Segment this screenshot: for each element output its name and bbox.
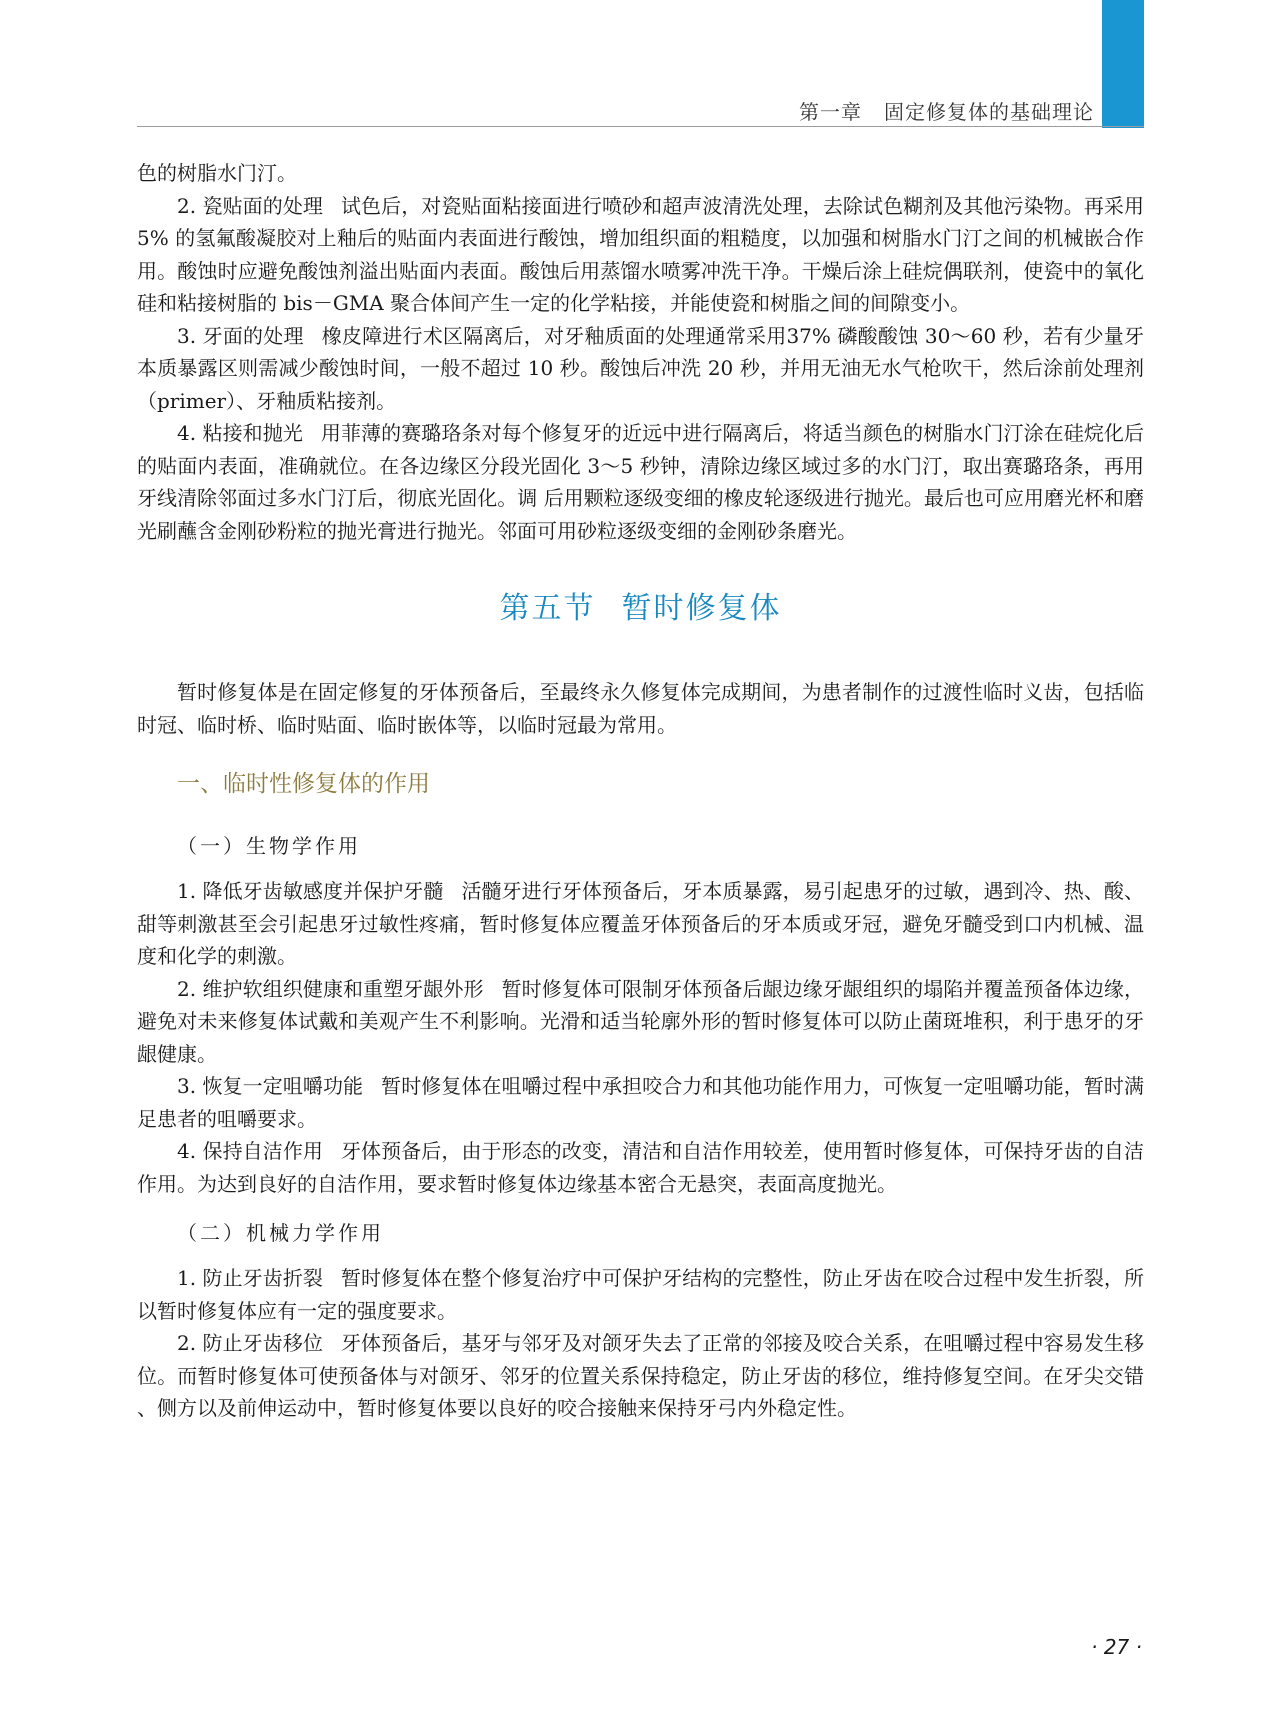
- paragraph-text: 试色后，对瓷贴面粘接面进行喷砂和超声波清洗处理，去除试色糊剂及其他污染物。再采用5% 的氢氟酸凝胶对上釉后的贴面内表面进行酸蚀，增加组织面的粗糙度，以加强和树脂水门汀之间的机械嵌合作用。酸蚀时应避免酸蚀剂溢出贴面内表面。酸蚀后用蒸馏水喷雾冲洗干净。干燥后涂上硅烷偶联剂，使瓷中的氧化硅和粘接树脂的 bis－GMA 聚合体间产生一定的化学粘接，并能使瓷和树脂之间的间隙变小。: [137, 193, 1144, 315]
- paragraph-text: 暂时修复体是在固定修复的牙体预备后，至最终永久修复体完成期间，为患者制作的过渡性临时义齿，包括临时冠、临时桥、临时贴面、临时嵌体等，以临时冠最为常用。: [137, 680, 1144, 737]
- subsection-heading-biological: （一）生物学作用: [177, 834, 361, 858]
- paragraph-text: 暂时修复体可限制牙体预备后龈边缘牙龈组织的塌陷并覆盖预备体边缘，避免对未来修复体试戴和美观产生不利影响。光滑和适当轮廓外形的暂时修复体可以防止菌斑堆积，利于患牙的牙龈健康。: [137, 976, 1144, 1066]
- paragraph-text: 色的树脂水门汀。: [137, 161, 297, 185]
- subsection-heading-mechanical: （二）机械力学作用: [177, 1221, 384, 1245]
- section-number: 第五节: [499, 591, 596, 626]
- paragraph-lead: 3. 牙面的处理: [177, 323, 304, 348]
- list-item: [137, 1070, 1144, 1135]
- paragraph-lead: 4. 粘接和抛光: [177, 421, 303, 445]
- paragraph-text: 牙体预备后，由于形态的改变，清洁和自洁作用较差，使用暂时修复体，可保持牙齿的自洁作用。为达到良好的自洁作用，要求暂时修复体边缘基本密合无悬突，表面高度抛光。: [137, 1139, 1144, 1196]
- section-name: 暂时修复体: [621, 591, 782, 626]
- paragraph-lead: 1. 防止牙齿折裂: [177, 1266, 323, 1290]
- paragraph-continuation: [137, 157, 1144, 190]
- list-item: [137, 1262, 1144, 1327]
- paragraph-lead: 2. 瓷贴面的处理: [177, 193, 323, 218]
- list-item: [137, 1135, 1144, 1200]
- chapter-title: 固定修复体的基础理论: [884, 100, 1094, 124]
- paragraph-text: 暂时修复体在整个修复治疗中可保护牙结构的完整性，防止牙齿在咬合过程中发生折裂，所以暂时修复体应有一定的强度要求。: [137, 1266, 1144, 1323]
- heading-level-2: 一、临时性修复体的作用: [177, 771, 430, 797]
- paragraph-tooth-surface-treatment: [137, 320, 1144, 418]
- paragraph-lead: 2. 防止牙齿移位: [177, 1331, 323, 1355]
- page-number: · 27 ·: [1091, 1635, 1142, 1659]
- paragraph-text: 牙体预备后，基牙与邻牙及对颌牙失去了正常的邻接及咬合关系，在咀嚼过程中容易发生移位。而暂时修复体可使预备体与对颌牙、邻牙的位置关系保持稳定，防止牙齿的移位，维持修复空间。在牙尖交错 、侧方以及前伸运动中，暂时修复体要以良好的咬合接触来保持牙弓内外稳定性。: [137, 1331, 1144, 1420]
- list-item: [137, 1327, 1144, 1425]
- chapter-number: 第一章: [799, 100, 862, 124]
- paragraph-text: 用菲薄的赛璐珞条对每个修复牙的近远中进行隔离后，将适当颜色的树脂水门汀涂在硅烷化后的贴面内表面，准确就位。在各边缘区分段光固化 3～5 秒钟，清除边缘区域过多的水门汀，取出赛璐珞条，再用牙线清除邻面过多水门汀后，彻底光固化。调 后用颗粒逐级变细的橡皮轮逐级进行抛光。最后也可应用磨光杯和磨光刷蘸含金刚砂粉粒的抛光膏进行抛光。邻面可用砂粒逐级变细的金刚砂条磨光。: [137, 421, 1144, 543]
- paragraph-lead: 4. 保持自洁作用: [177, 1139, 323, 1163]
- paragraph-bonding-polishing: [137, 417, 1144, 547]
- paragraph-lead: 1. 降低牙齿敏感度并保护牙髓: [177, 879, 444, 903]
- list-item: [137, 973, 1144, 1071]
- paragraph-text: 暂时修复体在咀嚼过程中承担咬合力和其他功能作用力，可恢复一定咀嚼功能，暂时满足患者的咀嚼要求。: [137, 1074, 1144, 1131]
- page-body: [137, 157, 1144, 1425]
- paragraph-veneer-treatment: [137, 190, 1144, 320]
- section-title: [137, 587, 1144, 631]
- section-intro: [137, 676, 1144, 741]
- paragraph-text: 橡皮障进行术区隔离后，对牙釉质面的处理通常采用37% 磷酸酸蚀 30～60 秒，若有少量牙本质暴露区则需减少酸蚀时间，一般不超过 10 秒。酸蚀后冲洗 20 秒，并用无油无水气枪吹干，然后涂前处理剂（primer）、牙釉质粘接剂。: [137, 323, 1144, 413]
- running-header: [799, 96, 1094, 125]
- header-accent-bar: [1102, 0, 1144, 128]
- list-item: [137, 875, 1144, 973]
- header-rule: [137, 126, 1144, 127]
- paragraph-text: 活髓牙进行牙体预备后，牙本质暴露，易引起患牙的过敏，遇到冷、热、酸、甜等刺激甚至会引起患牙过敏性疼痛，暂时修复体应覆盖牙体预备后的牙本质或牙冠，避免牙髓受到口内机械、温度和化学的刺激。: [137, 879, 1144, 968]
- paragraph-lead: 3. 恢复一定咀嚼功能: [177, 1074, 364, 1098]
- paragraph-lead: 2. 维护软组织健康和重塑牙龈外形: [177, 976, 484, 1001]
